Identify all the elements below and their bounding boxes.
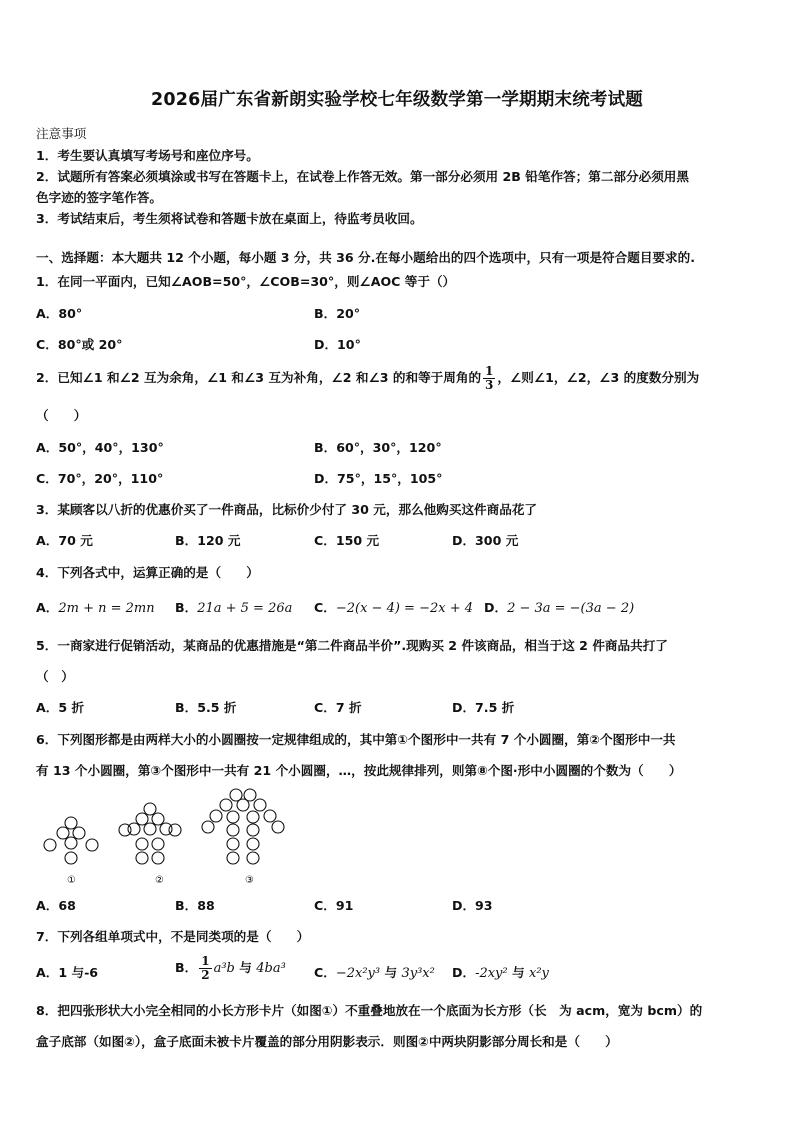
small-circle [65, 837, 77, 849]
q7-d-label: D． [452, 965, 476, 980]
figure-label-1: ① [67, 875, 76, 886]
q4-b-expr: 21a + 5 = 26a [197, 601, 293, 616]
notice-item: 3．考试结束后，考生须将试卷和答题卡放在桌面上，待监考员收回。 [36, 211, 423, 226]
q4-option-d [484, 597, 634, 616]
notice-item: 色字迹的签字笔作答。 [36, 190, 162, 205]
small-circle [264, 810, 276, 822]
q2-stem-part-a: 2．已知∠1 和∠2 互为余角，∠1 和∠3 互为补角，∠2 和∠3 的和等于周角的 [36, 370, 482, 385]
page-title: 2026届广东省新朗实验学校七年级数学第一学期期末统考试题 [150, 90, 643, 110]
q7-b-label: B． [175, 960, 198, 975]
q2-fraction [483, 365, 495, 392]
q7-b-with: 与 [234, 960, 257, 975]
q7-c-label: C． [314, 965, 336, 980]
small-circle [144, 803, 156, 815]
q7-b-frac-den: 2 [201, 968, 210, 982]
small-circle [220, 799, 232, 811]
small-circle [44, 839, 56, 851]
q7-b-expr-a: a³b [213, 961, 235, 976]
question-7-stem: 7．下列各组单项式中，不是同类项的是（ ） [36, 929, 310, 944]
q7-option-a: A．1 与-6 [36, 965, 99, 980]
q4-option-c [314, 597, 473, 616]
notice-item: 1．考生要认真填写考场号和座位序号。 [36, 148, 259, 163]
question-5-stem: 5．一商家进行促销活动，某商品的优惠措施是“第二件商品半价”.现购买 2 件该商品，相当于这 2 件商品共打了 [36, 638, 668, 653]
question-8-line1: 8．把四张形状大小完全相同的小长方形卡片（如图①）不重叠地放在一个底面为长方形（长 为 acm，宽为 bcm）的 [36, 1003, 703, 1018]
q4-a-expr: 2m + n = 2mn [58, 601, 155, 616]
small-circle [227, 852, 239, 864]
small-circle [202, 821, 214, 833]
q2-option-b: B．60°，30°，120° [314, 440, 442, 455]
q7-c-with: 与 [380, 965, 402, 980]
section-heading: 一、选择题：本大题共 12 个小题，每小题 3 分，共 36 分.在每小题给出的四个选项中，只有一项是符合题目要求的. [36, 250, 696, 265]
notice-item: 2．试题所有答案必须填涂或书写在答题卡上，在试卷上作答无效。第一部分必须用 2B 铅笔作答；第二部分必须用黑 [36, 169, 689, 184]
q1-option-a: A．80° [36, 306, 83, 321]
q7-d-with: 与 [507, 965, 529, 980]
question-6-line2: 有 13 个小圆圈，第③个图形中一共有 21 个小圆圈，…，按此规律排列，则第⑧个图·形中小圆圈的个数为（ ） [36, 763, 682, 778]
small-circle [227, 838, 239, 850]
q2-option-a: A．50°，40°，130° [36, 440, 164, 455]
q5-option-c: C．7 折 [314, 700, 362, 715]
notice-heading: 注意事项 [36, 126, 87, 141]
q1-option-d: D．10° [314, 337, 361, 352]
question-4-stem: 4．下列各式中，运算正确的是（ ） [36, 565, 259, 580]
q2-option-c: C．70°，20°，110° [36, 471, 164, 486]
small-circle [169, 824, 181, 836]
q5-option-a: A．5 折 [36, 700, 85, 715]
small-circle [247, 852, 259, 864]
small-circle [65, 817, 77, 829]
small-circle [152, 813, 164, 825]
question-8-line2: 盒子底部（如图②），盒子底面未被卡片覆盖的部分用阴影表示．则图②中两块阴影部分周长和是（ ） [36, 1034, 618, 1049]
small-circle [152, 852, 164, 864]
q4-option-b [175, 597, 292, 616]
q7-c-expr-b: 3y³x² [401, 966, 435, 981]
q4-a-label: A． [36, 600, 59, 615]
question-6-line1: 6．下列图形都是由两样大小的小圆圈按一定规律组成的，其中第①个图形中一共有 7 个小圆圈，第②个图形中一共 [36, 732, 676, 747]
small-circle [86, 839, 98, 851]
q7-d-expr-a: -2xy² [475, 966, 508, 981]
q7-option-c [314, 962, 435, 981]
small-circle [136, 838, 148, 850]
q4-option-a [36, 597, 155, 616]
small-circle [247, 824, 259, 836]
small-circle [65, 852, 77, 864]
q6-option-c: C．91 [314, 898, 354, 913]
q3-option-a: A．70 元 [36, 533, 93, 548]
q4-d-label: D． [484, 600, 508, 615]
q7-b-expr-b: 4ba³ [256, 961, 286, 976]
q5-option-d: D．7.5 折 [452, 700, 515, 715]
q4-b-label: B． [175, 600, 198, 615]
small-circle [136, 813, 148, 825]
q7-option-b [175, 955, 286, 982]
q2-stem-part-b: ，∠则∠1，∠2，∠3 的度数分别为 [497, 370, 700, 385]
q4-c-expr: −2(x − 4) = −2x + 4 [335, 601, 473, 616]
small-circle [152, 838, 164, 850]
small-circle [210, 810, 222, 822]
q7-c-expr-a: −2x²y³ [335, 966, 381, 981]
q5-option-b: B．5.5 折 [175, 700, 237, 715]
figure-label-3: ③ [245, 875, 254, 886]
q1-option-c: C．80°或 20° [36, 337, 123, 352]
small-circle [144, 823, 156, 835]
small-circle [119, 824, 131, 836]
q4-d-expr: 2 − 3a = −(3a − 2) [507, 601, 635, 616]
small-circle [237, 799, 249, 811]
small-circle [272, 821, 284, 833]
q7-option-d [452, 962, 549, 981]
q1-option-b: B．20° [314, 306, 361, 321]
q5-paren: （ ） [36, 669, 74, 684]
small-circle [247, 811, 259, 823]
q6-option-a: A．68 [36, 898, 76, 913]
q2-paren: （ ） [36, 408, 87, 423]
small-circle [247, 838, 259, 850]
question-1-stem: 1．在同一平面内，已知∠AOB=50°，∠COB=30°，则∠AOC 等于（） [36, 274, 456, 289]
q3-option-c: C．150 元 [314, 533, 380, 548]
q6-option-d: D．93 [452, 898, 493, 913]
figure-label-2: ② [155, 875, 164, 886]
q2-frac-num: 1 [485, 364, 494, 378]
q6-option-b: B．88 [175, 898, 215, 913]
q4-c-label: C． [314, 600, 336, 615]
small-circle [57, 827, 69, 839]
q7-b-frac-num: 1 [201, 954, 210, 968]
question-3-stem: 3．某顾客以八折的优惠价买了一件商品，比标价少付了 30 元，那么他购买这件商品花了 [36, 502, 538, 517]
small-circle [254, 799, 266, 811]
q3-option-d: D．300 元 [452, 533, 519, 548]
q7-b-fraction [199, 955, 211, 982]
question-2-stem [36, 365, 699, 392]
small-circle [227, 824, 239, 836]
circle-pattern-figure [36, 786, 292, 886]
q2-frac-den: 3 [485, 378, 494, 392]
q7-d-expr-b: x²y [529, 966, 549, 981]
q3-option-b: B．120 元 [175, 533, 241, 548]
small-circle [136, 852, 148, 864]
small-circle [227, 811, 239, 823]
q2-option-d: D．75°，15°，105° [314, 471, 443, 486]
small-circle [73, 827, 85, 839]
